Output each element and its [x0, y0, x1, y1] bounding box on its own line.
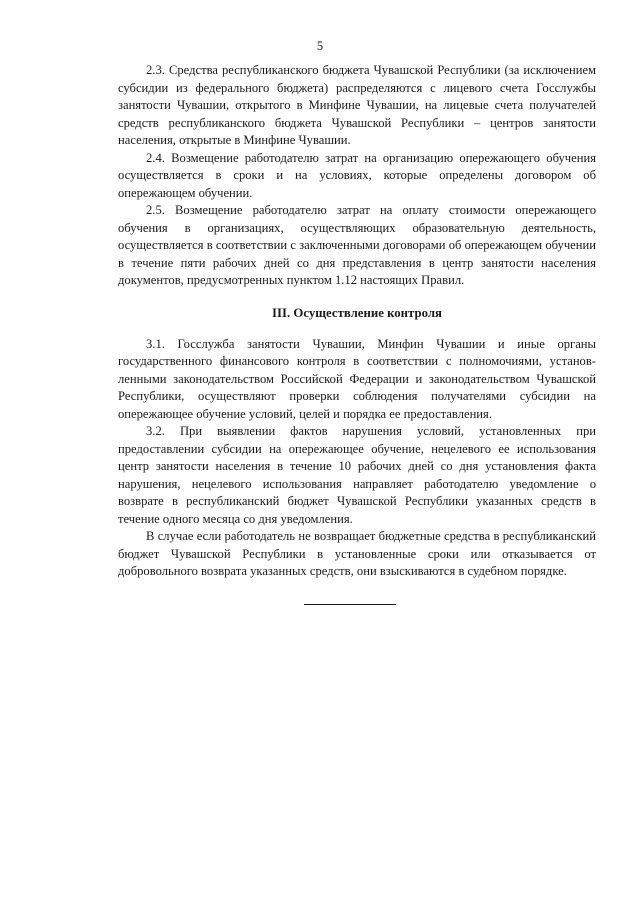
paragraph-3-1: 3.1. Госслужба занятости Чувашии, Минфин Чувашии и иные органы государственного финансового контроля в соответствии с полномочиями, установленными законодательством Российской Федерации и законодательством Чувашской Республики, осуществляют проверки соблюдения получателями субсидии на опережающее обучение условий, целей и порядка ее предоставления.: [118, 336, 596, 421]
paragraph-2-4: 2.4. Возмещение работодателю затрат на организацию опережающего обучения осуществляется в сроки и на условиях, которые определены договором об опережающем обучении.: [118, 150, 596, 200]
end-divider-line: [304, 604, 396, 605]
paragraph-2-5: 2.5. Возмещение работодателю затрат на оплату стоимости опережающего обучения в организациях, осуществляющих образовательную деятельность, осуществляется в соответствии с заключенными договорами об опережающем обучении в течение пяти рабочих дней со дня представления в центр занятости населения документов, предусмотренных пунктом 1.12 настоящих Правил.: [118, 203, 596, 287]
document-body: [118, 62, 596, 581]
paragraph-refusal: В случае если работодатель не возвращает бюджетные средства в республиканский бюджет Чувашской Республики в установленные сроки или отказывается от добровольного возврата указанных средств, они взыскиваются в судебном порядке.: [118, 529, 596, 578]
paragraph-2-3: 2.3. Средства республиканского бюджета Чувашской Республики (за исключением субсидии из федерального бюджета) распределяются с лицевого счета Госслужбы занятости Чувашии, открытого в Минфине Чувашии, на лицевые счета получателей средств республиканского бюджета Чувашской Республики – центров занятости населения, открытые в Минфине Чувашии.: [118, 63, 596, 147]
section-heading: III. Осуществление контроля: [272, 305, 442, 320]
page-number: 5: [316, 39, 324, 53]
paragraph-3-2: 3.2. При выявлении фактов нарушения условий, установленных при предоставлении субсидии на опережающее обучение, нецелевого ее использования центр занятости населения в течение 10 рабочих дней со дня установления факта нарушения, нецелевого использования направляет работодателю уведомление о возврате в республиканский бюджет Чувашской Республики указанных средств в течение одного месяца со дня уведомления.: [118, 424, 596, 526]
